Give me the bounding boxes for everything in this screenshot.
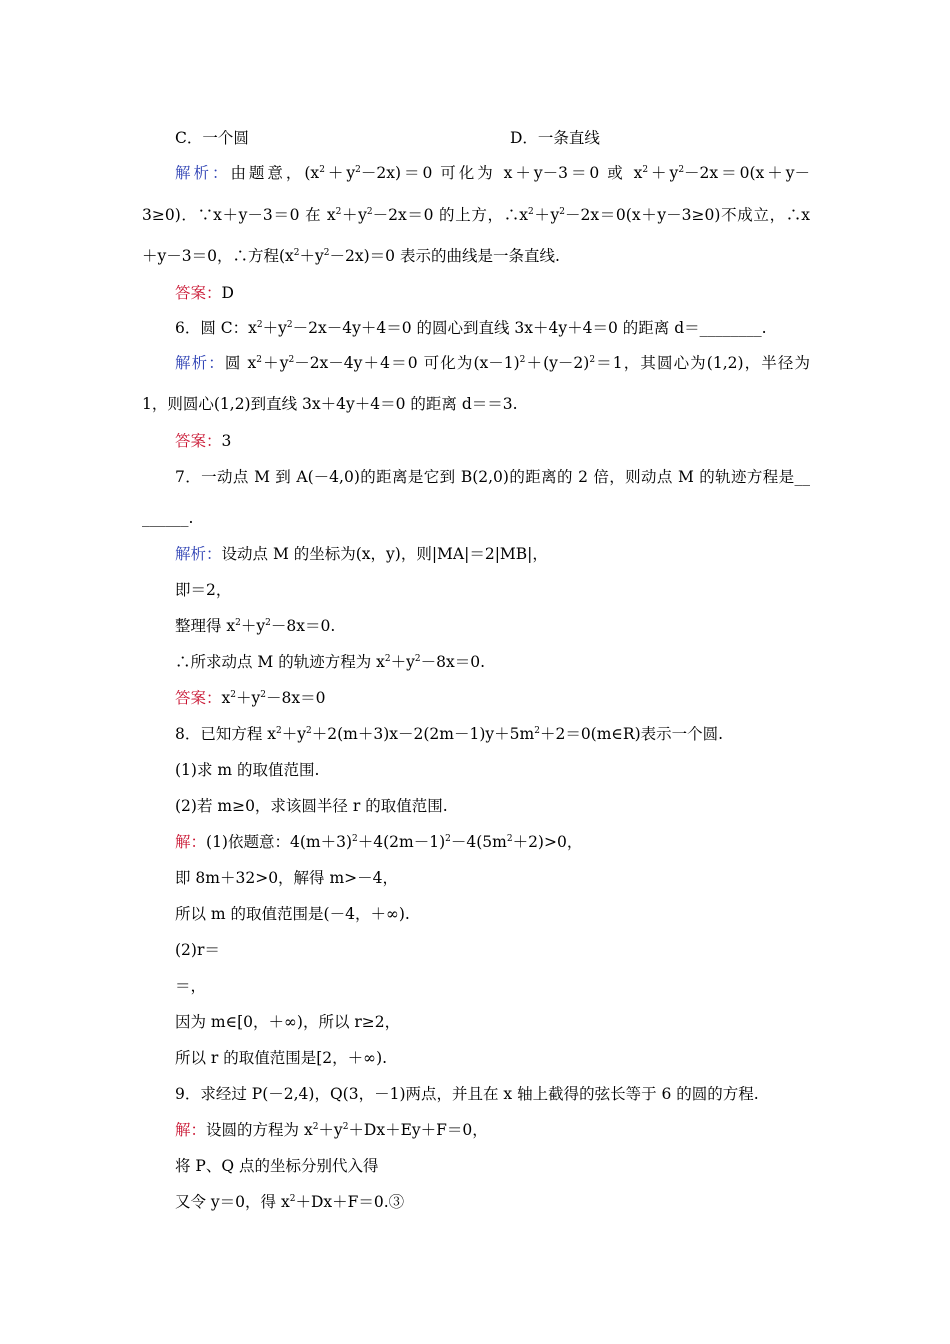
solution-label: 解： (175, 833, 207, 851)
q9-solution-text-1: 设圆的方程为 $x^2+y^2+Dx+Ey+F=0$， (206, 1121, 488, 1139)
analysis-label: 解析： (175, 354, 225, 372)
q7-question-line-1: 7．一动点 M 到 A(－4,0)的距离是它到 B(2,0)的距离的 2 倍，则动点 M 的轨迹方程是__ (175, 468, 810, 486)
q9-solution-2: 将 P、Q 点的坐标分别代入得 (175, 1157, 379, 1175)
q7-step-3: ∴所求动点 M 的轨迹方程为 $x^2+y^2-8x=0$. (175, 653, 486, 671)
q9-solution-1 (0, 1118, 950, 1142)
q6-question: 6．圆 C：$x^2+y^2-2x-4y+4=0$ 的圆心到直线 3x＋4y＋4＝0 的距离 d＝________. (175, 319, 767, 337)
q8-solution-6: 因为 m∈[0，＋∞)，所以 r≥2， (175, 1013, 401, 1031)
answer-label: 答案： (175, 689, 222, 707)
q5-analysis-line-2: 3≥0)．∵x＋y－3＝0 在 $x^2+y^2-2x=0$ 的上方，$\therefore x^2+y^2-2x=0(x+y-3\ge 0)$不成立，∴x (142, 206, 810, 224)
q8-solution-4: (2)r＝ (175, 941, 220, 959)
q7-question-line-2: ______. (142, 509, 194, 527)
q5-analysis-line-1 (0, 161, 810, 185)
q7-answer (0, 686, 950, 710)
q9-question: 9．求经过 P(－2,4)，Q(3，－1)两点，并且在 x 轴上截得的弦长等于 6 的圆的方程. (175, 1085, 759, 1103)
q6-analysis-line-1 (0, 351, 810, 375)
q7-answer-value: $x^2+y^2-8x=0$ (221, 689, 326, 707)
q8-solution-7: 所以 r 的取值范围是[2，＋∞). (175, 1049, 388, 1067)
q8-solution-text-1: (1)依题意：$4(m+3)^2+4(2m-1)^2-4(5m^2+2)>0$， (206, 833, 583, 851)
q8-part-1: (1)求 m 的取值范围. (175, 761, 320, 779)
q8-solution-1 (0, 830, 950, 854)
q8-question: 8．已知方程 $x^2+y^2+2(m+3)x-2(2m-1)y+5m^2+2=0(m\in R)$表示一个圆. (175, 725, 724, 743)
answer-label: 答案： (175, 284, 222, 302)
q7-step-1: 即＝2， (175, 581, 232, 599)
q7-step-2: 整理得 $x^2+y^2-8x=0$. (175, 617, 336, 635)
q6-answer (0, 429, 950, 453)
answer-label: 答案： (175, 432, 222, 450)
q6-analysis-line-2: 1，则圆心(1,2)到直线 3x＋4y＋4＝0 的距离 d＝＝3. (142, 395, 518, 413)
q5-analysis-text-1: 由题意，$(x^2+y^2-2x)=0$ 可化为 x＋y－3＝0 或 $x^2+y^2-2x=0(x+y-$ (230, 164, 810, 182)
q7-analysis (0, 542, 950, 566)
analysis-label: 解析： (175, 164, 231, 182)
q8-solution-2: 即 8m＋32>0，解得 m>－4， (175, 869, 399, 887)
q6-analysis-text-1: 圆 $x^2+y^2-2x-4y+4=0$ 可化为$(x-1)^2+(y-2)^2=1$，其圆心为(1,2)，半径为 (224, 354, 810, 372)
q6-answer-value: 3 (221, 432, 232, 450)
q8-solution-5: ＝， (175, 977, 207, 995)
q5-answer-value: D (221, 284, 234, 302)
q5-answer (0, 281, 950, 305)
q8-part-2: (2)若 m≥0，求该圆半径 r 的取值范围. (175, 797, 448, 815)
q9-solution-3: 又令 y＝0，得 $x^2+Dx+F=0.③$ (175, 1193, 405, 1211)
q7-analysis-text: 设动点 M 的坐标为(x，y)，则|MA|＝2|MB|， (221, 545, 548, 563)
analysis-label: 解析： (175, 545, 222, 563)
q8-solution-3: 所以 m 的取值范围是(－4，＋∞). (175, 905, 410, 923)
q5-option-d: D．一条直线 (510, 129, 600, 147)
q5-option-c: C．一个圆 (175, 129, 249, 147)
solution-label: 解： (175, 1121, 207, 1139)
q5-analysis-line-3: ＋y－3＝0，∴方程$(x^2+y^2-2x)=0$ 表示的曲线是一条直线. (142, 247, 560, 265)
